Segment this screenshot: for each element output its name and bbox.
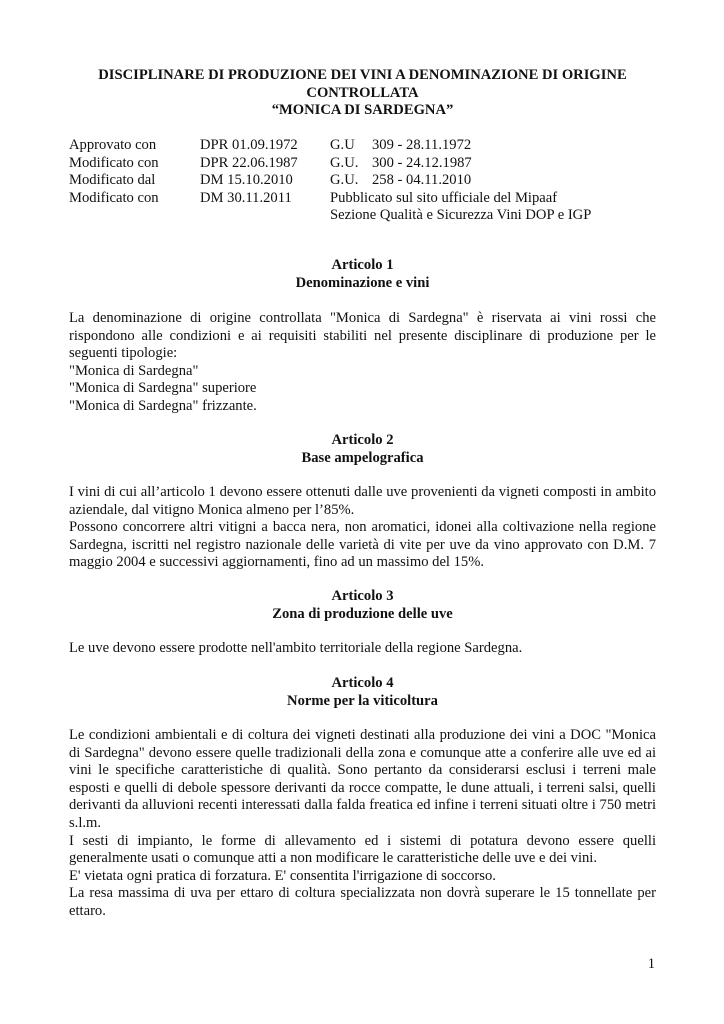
- title-line-3: “MONICA DI SARDEGNA”: [271, 102, 454, 119]
- article-title: Base ampelografica: [301, 449, 424, 466]
- article-title: Zona di produzione delle uve: [272, 605, 453, 622]
- approval-label: Approvato con: [69, 137, 157, 153]
- article-3-body: [69, 640, 656, 658]
- wine-type: "Monica di Sardegna" superiore: [69, 380, 257, 397]
- approval-row: [69, 155, 656, 173]
- approval-label: Modificato dal: [69, 172, 156, 189]
- article-number: Articolo 4: [331, 675, 394, 691]
- paragraph: Le condizioni ambientali e di coltura dei vigneti destinati alla produzione dei vini a DOC "Monica di Sardegna" devono essere quelle tradizionali della zona e comunque atte a conferire alle uve ed ai vini le specifiche caratteristiche di qualità. Sono pertanto da considerarsi esclusi i terreni male esposti e quelli di debole spessore derivanti da rocce compatte, le dune attuali, i terreni salsi, quelli derivanti da alluvioni recenti interessati dalla falda freatica ed infine i terreni situati oltre i 750 metri s.l.m.: [69, 727, 656, 831]
- approval-act: DM 30.11.2011: [200, 189, 292, 206]
- approval-act: DM 15.10.2010: [200, 172, 293, 189]
- title-line-1: DISCIPLINARE DI PRODUZIONE DEI VINI A DENOMINAZIONE DI ORIGINE: [98, 67, 627, 83]
- approval-gu: G.U.: [330, 172, 359, 189]
- approval-label: Modificato con: [69, 154, 159, 171]
- article-2-body: [69, 484, 656, 572]
- page-number: 1: [647, 956, 655, 972]
- approval-ref: 309 - 28.11.1972: [372, 137, 472, 153]
- approval-label: Modificato con: [69, 189, 159, 206]
- article-title: Norme per la viticoltura: [287, 692, 438, 709]
- approvals-table: [69, 137, 656, 225]
- wine-type: "Monica di Sardegna" frizzante.: [69, 397, 257, 414]
- paragraph: Possono concorrere altri vitigni a bacca nera, non aromatici, idonei alla coltivazione nella regione Sardegna, iscritti nel registro nazionale delle varietà di vite per uve da vino approvato con D.M. 7 maggio 2004 e successivi aggiornamenti, fino ad un massimo del 15%.: [69, 519, 656, 571]
- article-1-body: [69, 310, 656, 416]
- title-line-2: CONTROLLATA: [306, 84, 419, 101]
- article-4-heading: [69, 675, 656, 710]
- approval-row: [69, 137, 656, 155]
- approval-ref: 300 - 24.12.1987: [372, 154, 472, 171]
- approval-row: [69, 172, 656, 190]
- approval-act: DPR 22.06.1987: [200, 154, 298, 171]
- article-4-body: [69, 727, 656, 921]
- paragraph: La denominazione di origine controllata "Monica di Sardegna" è riservata ai vini rossi che rispondono alle condizioni e ai requisiti stabiliti nel presente disciplinare di produzione per le seguenti tipologie:: [69, 310, 656, 362]
- paragraph: E' vietata ogni pratica di forzatura. E' consentita l'irrigazione di soccorso.: [69, 867, 496, 884]
- paragraph: La resa massima di uva per ettaro di coltura specializzata non dovrà superare le 15 tonnellate per ettaro.: [69, 885, 656, 919]
- paragraph: I sesti di impianto, le forme di allevamento ed i sistemi di potatura devono essere quelli generalmente usati o comunque atti a non modificare le caratteristiche delle uve e dei vini.: [69, 832, 656, 867]
- approval-gu: G.U.: [330, 154, 359, 171]
- approval-act: DPR 01.09.1972: [200, 137, 298, 153]
- approval-note: Pubblicato sul sito ufficiale del Mipaaf: [330, 189, 558, 206]
- approval-row: [69, 207, 656, 225]
- approval-note: Sezione Qualità e Sicurezza Vini DOP e IGP: [330, 207, 592, 224]
- article-number: Articolo 2: [331, 432, 394, 448]
- article-3-heading: [69, 588, 656, 623]
- article-1-heading: [69, 257, 656, 292]
- approval-row: [69, 190, 656, 208]
- approval-ref: 258 - 04.11.2010: [372, 172, 472, 189]
- paragraph: Le uve devono essere prodotte nell'ambito territoriale della regione Sardegna.: [69, 640, 523, 656]
- paragraph: I vini di cui all’articolo 1 devono essere ottenuti dalle uve provenienti da vigneti composti in ambito aziendale, dal vitigno Monica almeno per l’85%.: [69, 484, 656, 518]
- wine-type: "Monica di Sardegna": [69, 362, 199, 379]
- article-2-heading: [69, 432, 656, 467]
- article-number: Articolo 1: [331, 257, 394, 273]
- article-number: Articolo 3: [331, 588, 394, 604]
- article-title: Denominazione e vini: [295, 274, 430, 291]
- document-title: [69, 67, 656, 120]
- approval-gu: G.U: [330, 137, 355, 153]
